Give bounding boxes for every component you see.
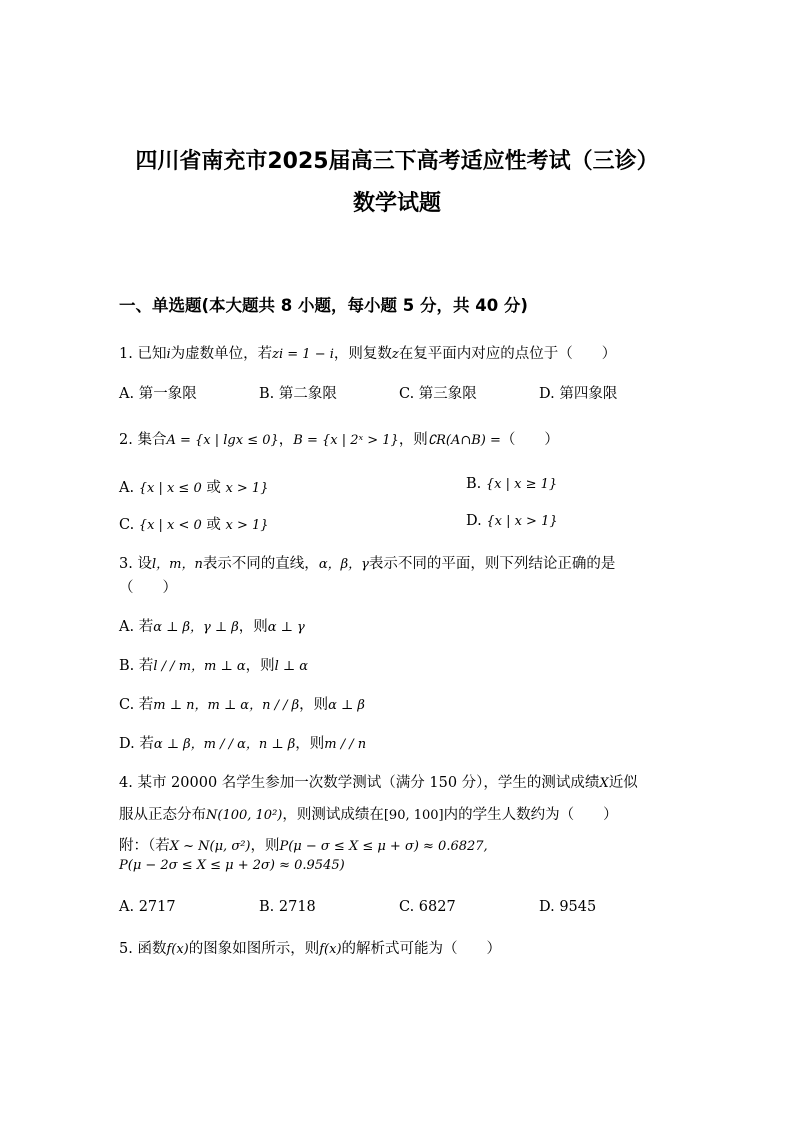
question-3-paren: （ ） [119,580,177,596]
question-1-option-c: C. 第三象限 [399,386,477,402]
question-5-stem: 5. 函数f(x)的图象如图所示，则f(x)的解析式可能为（ ） [119,941,502,957]
question-4-appendix-line-2: P(μ − 2σ ≤ X ≤ μ + 2σ) ≈ 0.9545) [119,858,345,873]
question-2-option-a: A. {x | x ≤ 0 或 x > 1} [119,480,269,496]
question-2-option-c: C. {x | x < 0 或 x > 1} [119,517,269,533]
question-3-stem: 3. 设l，m，n表示不同的直线，α，β，γ表示不同的平面，则下列结论正确的是 [119,556,616,572]
question-4-option-b: B. 2718 [259,899,316,915]
question-2-stem: 2. 集合A = {x | lgx ≤ 0}，B = {x | 2ˣ > 1}，则∁R(A∩B) =（ ） [119,432,559,448]
question-4-appendix-line-1: 附：（若X ~ N(μ, σ²)，则P(μ − σ ≤ X ≤ μ + σ) ≈ 0.6827, [119,838,488,854]
question-4-option-a: A. 2717 [119,899,176,915]
question-4-stem-line-1: 4. 某市 20000 名学生参加一次数学测试（满分 150 分），学生的测试成绩X近似 [119,775,638,791]
question-3-option-d: D. 若α ⊥ β，m / / α，n ⊥ β，则m / / n [119,736,367,752]
question-2-option-d: D. {x | x > 1} [466,513,558,529]
question-1-option-b: B. 第二象限 [259,386,337,402]
question-1-option-a: A. 第一象限 [119,386,197,402]
question-4-option-d: D. 9545 [539,899,597,915]
question-4-option-c: C. 6827 [399,899,456,915]
question-3-option-a: A. 若α ⊥ β，γ ⊥ β，则α ⊥ γ [119,619,305,635]
question-3-option-c: C. 若m ⊥ n，m ⊥ α，n / / β，则α ⊥ β [119,697,365,713]
page-subtitle: 数学试题 [352,191,441,216]
page-title: 四川省南充市2025届高三下高考适应性考试（三诊） [135,149,659,174]
question-1-stem: 1. 已知i为虚数单位，若zi = 1 − i，则复数z在复平面内对应的点位于（ ） [119,346,617,362]
question-3-option-b: B. 若l / / m，m ⊥ α，则l ⊥ α [119,658,309,674]
section-heading: 一、单选题(本大题共 8 小题，每小题 5 分，共 40 分) [119,296,528,315]
question-2-option-b: B. {x | x ≥ 1} [466,476,558,492]
question-1-option-d: D. 第四象限 [539,386,618,402]
question-4-stem-line-2: 服从正态分布N(100, 10²)，则测试成绩在[90, 100]内的学生人数约为（ ） [119,807,618,823]
